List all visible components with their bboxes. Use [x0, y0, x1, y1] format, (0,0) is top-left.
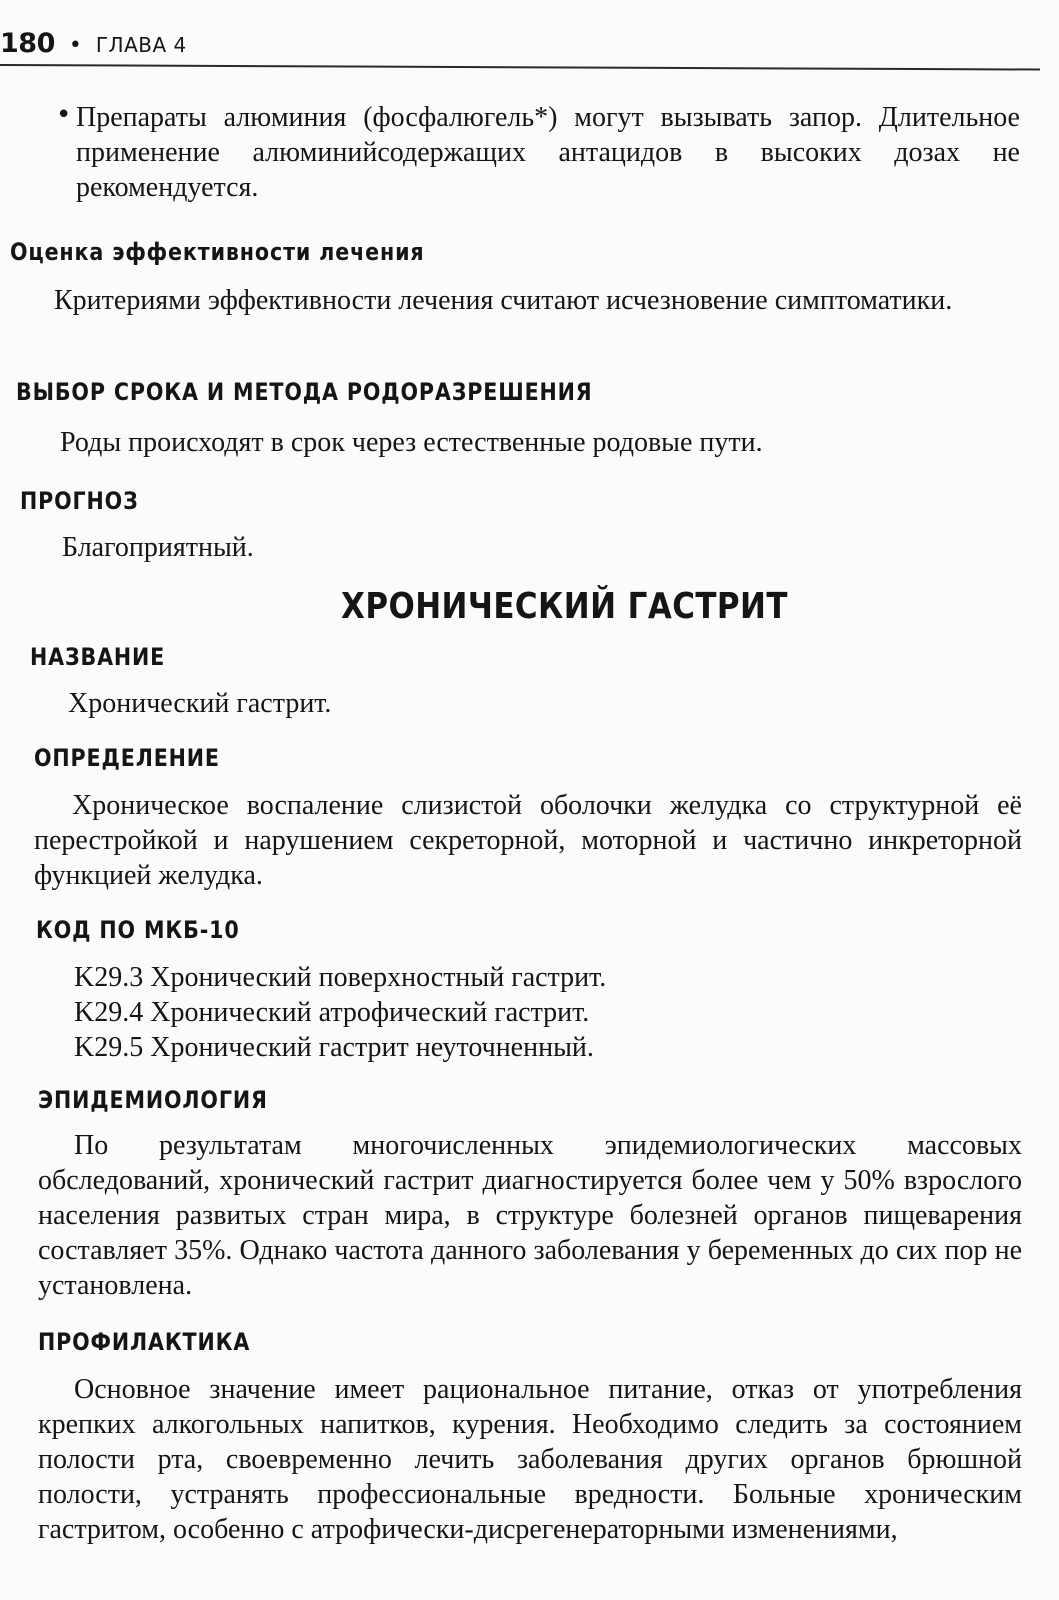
heading-prognosis: ПРОГНОЗ [20, 487, 139, 515]
bullet-text: Препараты алюминия (фосфалюгель*) могут вызывать запор. Длительное применение алюминийсодержащих антацидов в высоких дозах не рекомендуется. [76, 102, 1020, 203]
epidemiology-text: По результатам многочисленных эпидемиологических массовых обследований, хронический гастрит диагностируется более чем у 50% взрослого населения развитых стран мира, в структуре болезней органов пищеварения составляет 35%. Однако частота данного заболевания у беременных до сих пор не установлена. [38, 1130, 1022, 1301]
heading-delivery: ВЫБОР СРОКА И МЕТОДА РОДОРАЗРЕШЕНИЯ [16, 378, 593, 406]
heading-efficacy: Оценка эффективности лечения [10, 238, 425, 266]
efficacy-text: Критериями эффективности лечения считают исчезновение симптоматики. [54, 285, 953, 316]
heading-name: НАЗВАНИЕ [30, 643, 166, 671]
page-number: 180 [0, 28, 55, 59]
heading-definition: ОПРЕДЕЛЕНИЕ [34, 744, 220, 772]
heading-epidemiology: ЭПИДЕМИОЛОГИЯ [38, 1086, 268, 1114]
heading-prevention: ПРОФИЛАКТИКА [38, 1328, 251, 1356]
delivery-text: Роды происходят в срок через естественные родовые пути. [60, 427, 763, 458]
chapter-label: ГЛАВА 4 [95, 33, 187, 57]
icd-code-list [74, 960, 606, 1065]
definition-text: Хроническое воспаление слизистой оболочки желудка со структурной её перестройкой и нарушением секреторной, моторной и частично инкреторной функцией желудка. [34, 790, 1022, 891]
name-text: Хронический гастрит. [68, 688, 332, 719]
icd-code-item: K29.5 Хронический гастрит неуточненный. [74, 1032, 594, 1063]
running-head [0, 28, 187, 59]
chapter-title: ХРОНИЧЕСКИЙ ГАСТРИТ [341, 586, 788, 627]
prognosis-text: Благоприятный. [62, 532, 254, 563]
icd-code-item: K29.4 Хронический атрофический гастрит. [74, 997, 590, 1028]
prevention-text: Основное значение имеет рациональное питание, отказ от употребления крепких алкогольных напитков, курения. Необходимо следить за состоянием полости рта, своевременно лечить заболевания других органов брюшной полости, устранять профессиональные вредности. Больные хроническим гастритом, особенно с атрофически-дисрегенераторными изменениями, [38, 1374, 1022, 1545]
bullet-mark: • [56, 100, 72, 130]
icd-code-item: K29.3 Хронический поверхностный гастрит. [74, 962, 607, 993]
bullet-separator: • [68, 33, 82, 58]
heading-icd: КОД ПО МКБ-10 [36, 916, 240, 944]
header-rule [0, 64, 1040, 71]
